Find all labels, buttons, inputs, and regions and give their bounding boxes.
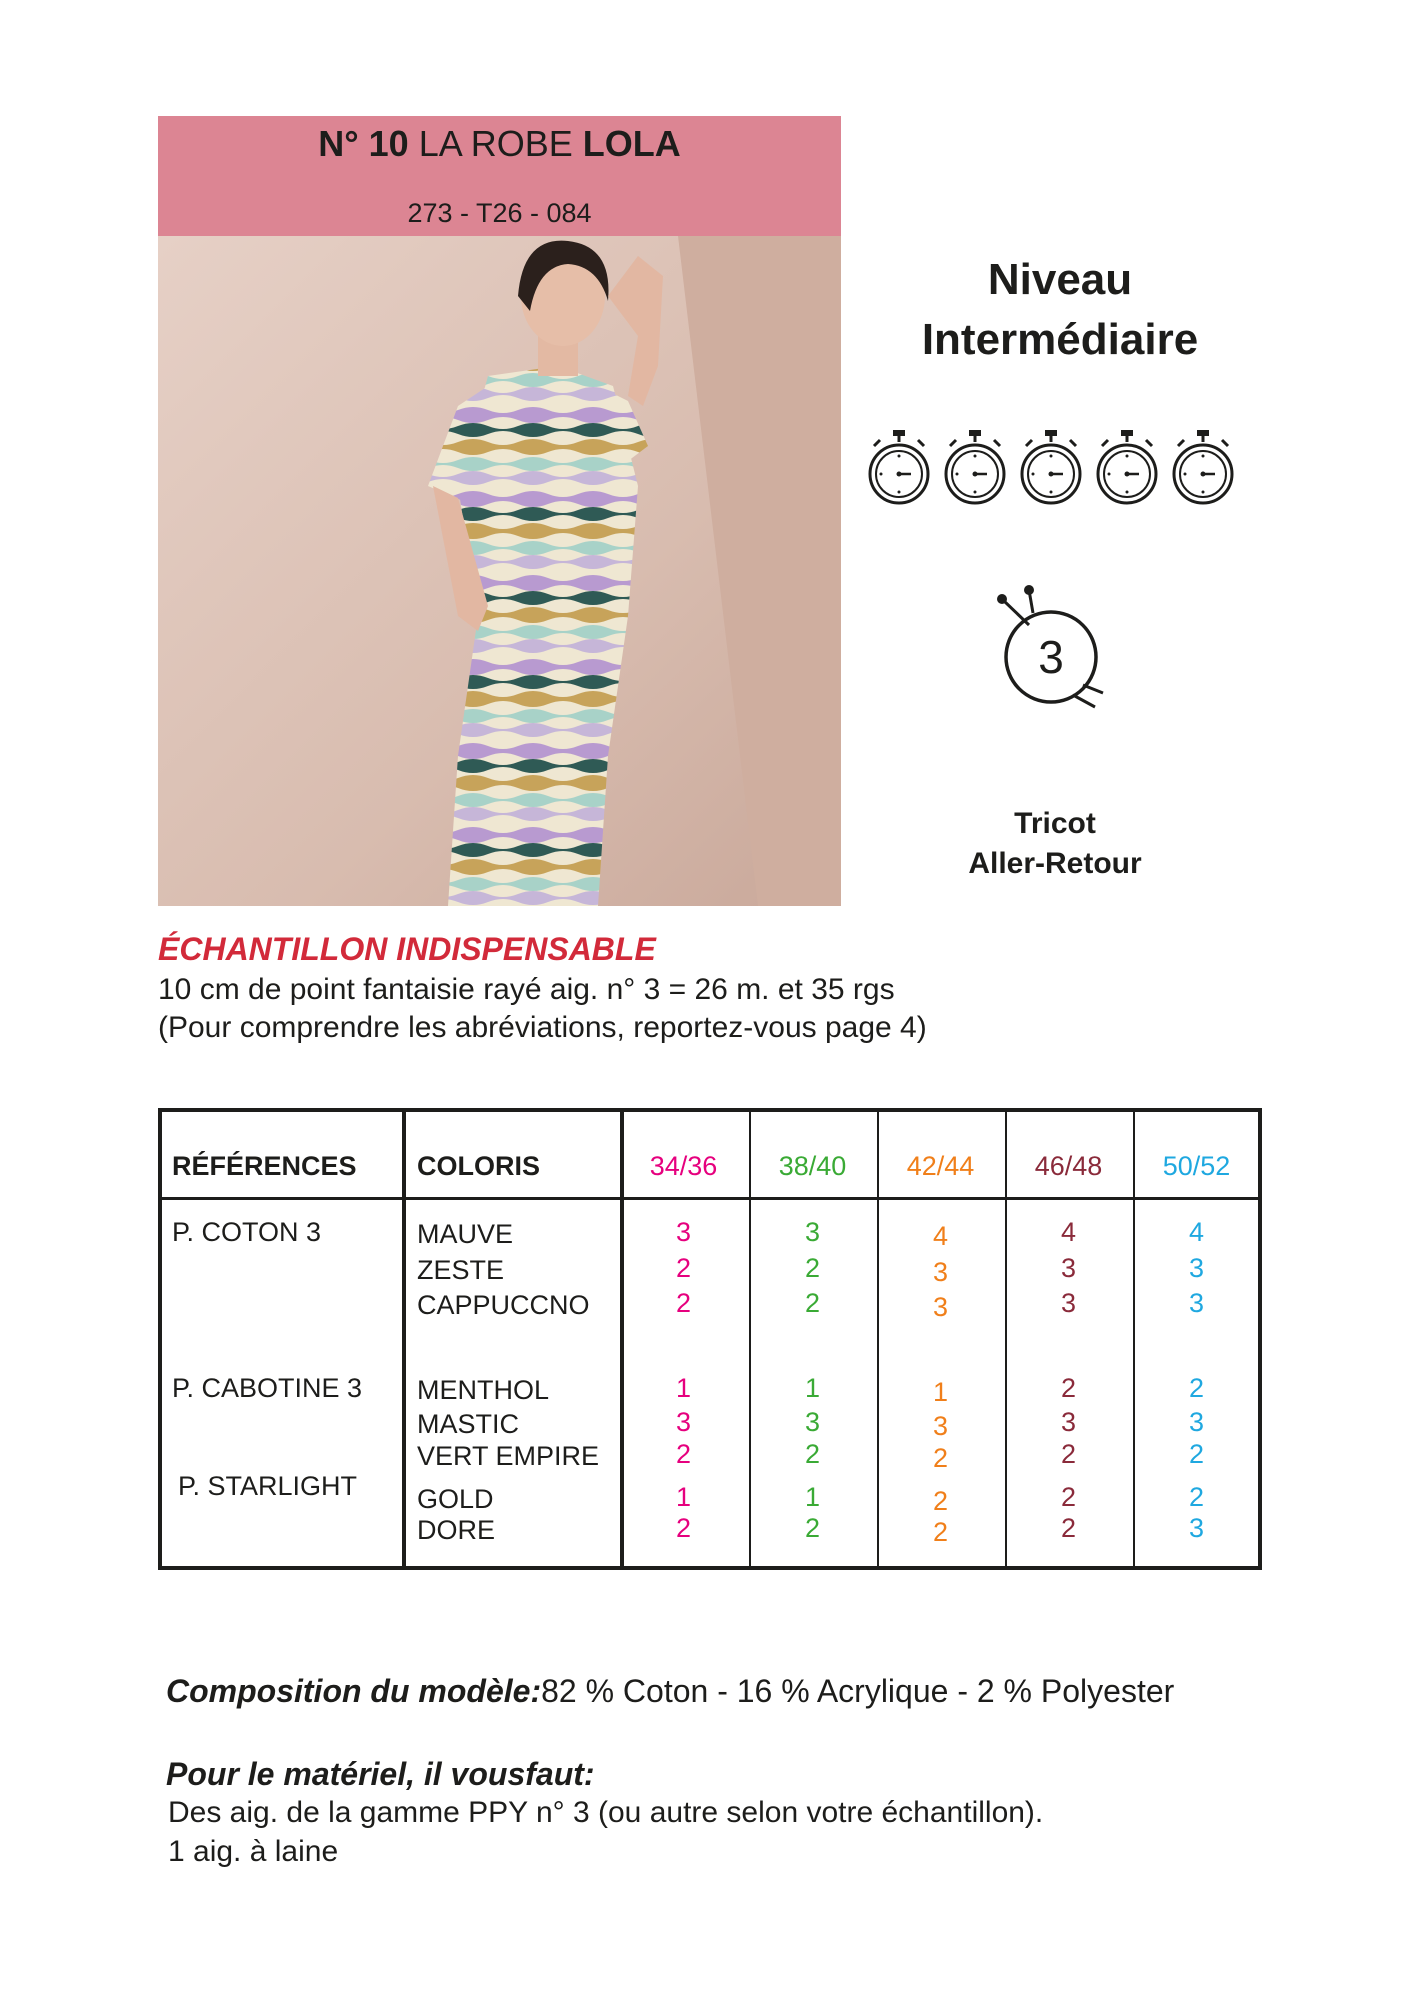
color-cell: DORE	[417, 1515, 496, 1545]
difficulty-level	[860, 250, 1260, 370]
needle-size-value: 3	[1038, 631, 1064, 683]
technique	[900, 804, 1210, 884]
gauge-description: 10 cm de point fantaisie rayé aig. n° 3 = 26 m. et 35 rgs	[158, 973, 895, 1006]
material-title: Pour le matériel, il vousfaut:	[166, 1756, 595, 1792]
quantity-cell: 2	[932, 1443, 949, 1473]
quantity-cell: 2	[804, 1253, 821, 1283]
quantity-cell: 1	[675, 1373, 692, 1403]
quantity-cell: 3	[675, 1217, 692, 1247]
quantity-cell: 2	[1060, 1439, 1077, 1469]
level-value: Intermédiaire	[921, 315, 1199, 364]
needle-size-badge	[995, 585, 1113, 715]
composition-label: Composition du modèle:	[166, 1673, 542, 1709]
stopwatch-icon	[1094, 428, 1160, 508]
knitting-needles-icon	[995, 585, 1113, 715]
material-line: 1 aig. à laine	[168, 1835, 339, 1868]
quantity-cell: 2	[1188, 1439, 1205, 1469]
quantity-cell: 2	[1188, 1373, 1205, 1403]
quantity-cell: 3	[932, 1257, 949, 1287]
quantity-cell: 2	[1188, 1482, 1205, 1512]
quantity-cell: 2	[1060, 1482, 1077, 1512]
timer-icons	[866, 428, 1246, 508]
quantity-cell: 3	[1188, 1407, 1205, 1437]
quantity-cell: 1	[804, 1482, 821, 1512]
stopwatch-icon	[1170, 428, 1236, 508]
quantity-cell: 3	[932, 1411, 949, 1441]
quantity-cell: 2	[804, 1439, 821, 1469]
pattern-header	[158, 116, 841, 236]
header-references: RÉFÉRENCES	[172, 1151, 357, 1181]
color-cell: MAUVE	[417, 1219, 514, 1249]
quantity-cell: 3	[1060, 1253, 1077, 1283]
quantity-cell: 2	[675, 1253, 692, 1283]
technique-line2: Aller-Retour	[968, 847, 1142, 880]
quantity-cell: 3	[1188, 1513, 1205, 1543]
quantity-cell: 2	[1060, 1513, 1077, 1543]
quantity-cell: 2	[1060, 1373, 1077, 1403]
quantity-cell: 3	[1188, 1253, 1205, 1283]
quantity-cell: 3	[932, 1292, 949, 1322]
pattern-reference-code: 273 - T26 - 084	[407, 198, 592, 228]
quantity-cell: 2	[804, 1288, 821, 1318]
color-cell: MENTHOL	[417, 1375, 550, 1405]
quantity-cell: 2	[932, 1517, 949, 1547]
material-line: Des aig. de la gamme PPY n° 3 (ou autre selon votre échantillon).	[168, 1796, 1044, 1829]
quantity-cell: 1	[932, 1377, 949, 1407]
header-size: 38/40	[778, 1151, 847, 1181]
reference-cell: P. CABOTINE 3	[172, 1373, 363, 1403]
quantity-cell: 1	[675, 1482, 692, 1512]
quantity-cell: 3	[1060, 1407, 1077, 1437]
quantity-cell: 2	[675, 1288, 692, 1318]
gauge-title: ÉCHANTILLON INDISPENSABLE	[158, 931, 656, 967]
quantity-cell: 2	[675, 1439, 692, 1469]
quantity-cell: 2	[675, 1513, 692, 1543]
quantity-cell: 3	[804, 1407, 821, 1437]
quantity-cell: 4	[1188, 1217, 1205, 1247]
model-photo	[158, 236, 841, 906]
color-cell: GOLD	[417, 1484, 494, 1514]
quantity-cell: 3	[1060, 1288, 1077, 1318]
reference-cell: P. STARLIGHT	[178, 1471, 358, 1501]
level-label: Niveau	[987, 255, 1133, 304]
color-cell: CAPPUCCNO	[417, 1290, 590, 1320]
quantity-cell: 4	[1060, 1217, 1077, 1247]
quantity-cell: 4	[932, 1221, 949, 1251]
pattern-title: N° 10 LA ROBE LOLA	[318, 123, 681, 164]
stopwatch-icon	[1018, 428, 1084, 508]
gauge-note: (Pour comprendre les abréviations, reportez-vous page 4)	[158, 1011, 927, 1044]
color-cell: VERT EMPIRE	[417, 1441, 600, 1471]
header-colors: COLORIS	[417, 1151, 541, 1181]
quantity-cell: 2	[804, 1513, 821, 1543]
reference-cell: P. COTON 3	[172, 1217, 322, 1247]
header-size: 42/44	[906, 1151, 975, 1181]
header-size: 50/52	[1162, 1151, 1231, 1181]
quantity-cell: 1	[804, 1373, 821, 1403]
quantity-cell: 2	[932, 1486, 949, 1516]
quantity-cell: 3	[1188, 1288, 1205, 1318]
color-cell: ZESTE	[417, 1255, 505, 1285]
quantity-cell: 3	[804, 1217, 821, 1247]
yarn-quantity-table	[158, 1108, 1262, 1570]
color-cell: MASTIC	[417, 1409, 520, 1439]
composition	[166, 1672, 1174, 1710]
stopwatch-icon	[942, 428, 1008, 508]
header-size: 46/48	[1034, 1151, 1103, 1181]
header-size: 34/36	[649, 1151, 718, 1181]
technique-line1: Tricot	[1014, 807, 1096, 840]
stopwatch-icon	[866, 428, 932, 508]
quantity-cell: 3	[675, 1407, 692, 1437]
composition-value: 82 % Coton - 16 % Acrylique - 2 % Polyester	[541, 1673, 1175, 1709]
